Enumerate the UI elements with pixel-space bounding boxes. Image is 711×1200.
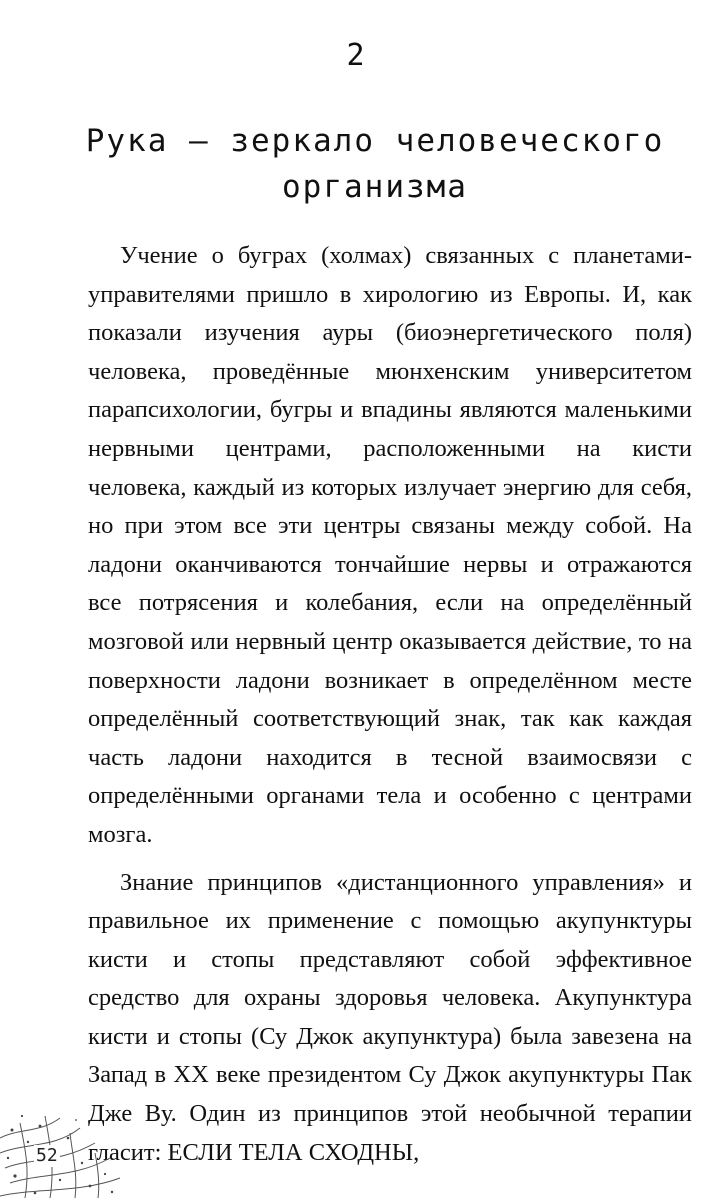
chapter-title: Рука – зеркало человеческого организма xyxy=(85,123,665,205)
paragraph-2: Знание принципов «дистанционного управления» и правильное их применение с помощью акупунктуры кисти и стопы представляют собой эффективное средство для охраны здоровья человека. Акупунктура кисти и стопы (Су Джок акупунктура) была завезена на Запад в XX веке президентом Су Джок акупунктуры Пак Дже Ву. Один из принципов этой необычной терапии гласит: ЕСЛИ ТЕЛА СХОДНЫ, xyxy=(88,868,692,1166)
decorative-ornament xyxy=(0,1108,125,1200)
chapter-number: 2 xyxy=(346,38,365,73)
paragraph-1: Учение о буграх (холмах) связанных с планетами-управителями пришло в хирологию из Европы. И, как показали изучения ауры (биоэнергетического поля) человека, проведённые мюнхенским университетом парапсихологии, бугры и впадины являются маленькими нервными центрами, расположенными на кисти человека, каждый из которых излучает энергию для себя, но при этом все эти центры связаны между собой. На ладони оканчиваются тончайшие нервы и отражаются все потрясения и колебания, если на определённый мозговой или нервный центр оказывается действие, то на поверхности ладони возникает в определённом месте определённый соответствующий знак, так как каждая часть ладони находится в тесной взаимосвязи с определёнными органами тела и особенно с центрами мозга. xyxy=(88,242,692,848)
page-number: 52 xyxy=(36,1145,58,1166)
body-text xyxy=(88,237,692,1172)
